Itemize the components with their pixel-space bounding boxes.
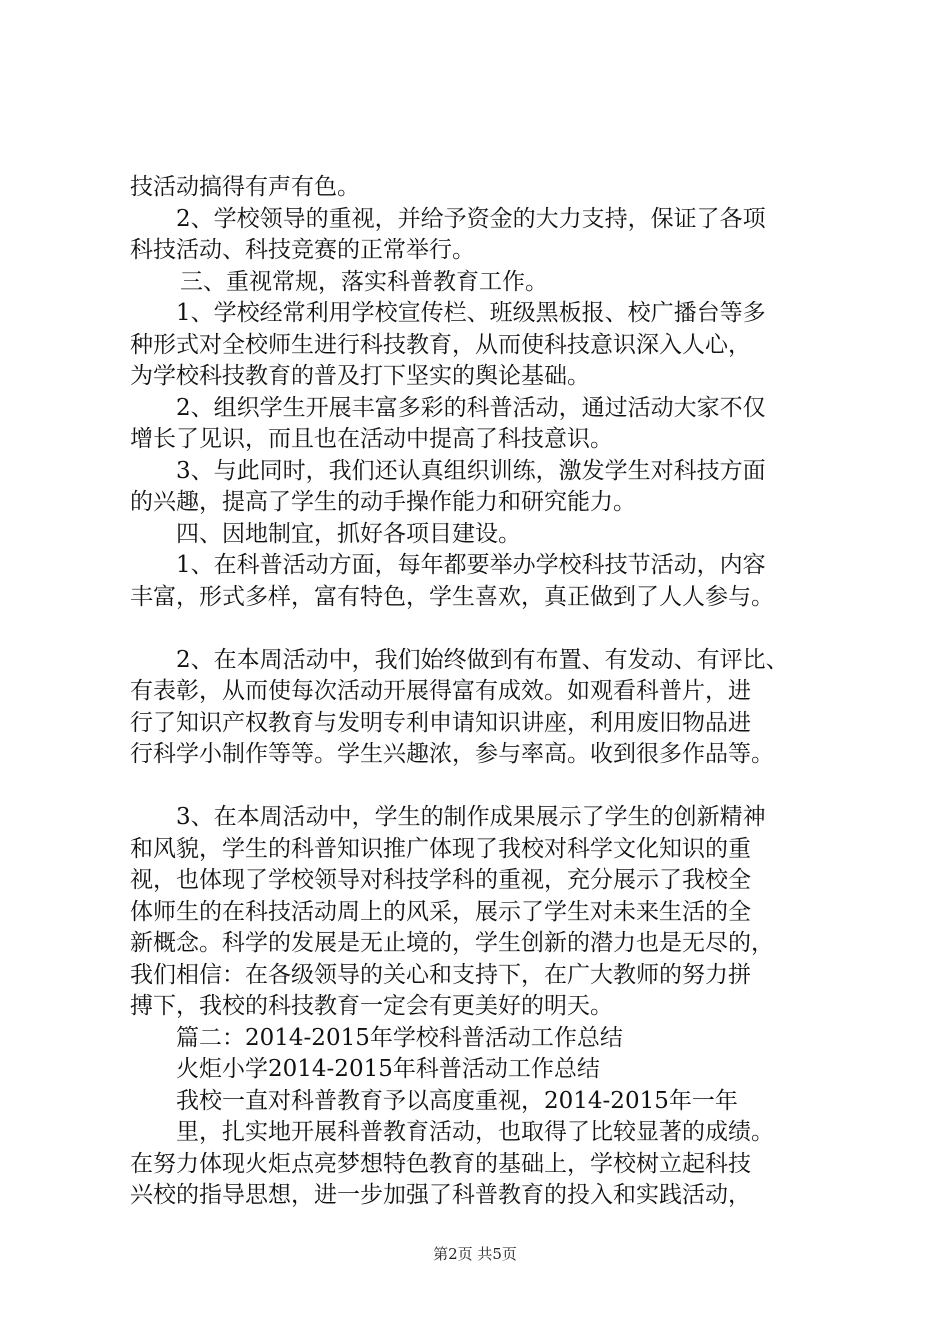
text-line: 种形式对全校师生进行科技教育，从而使科技意识深入人心，: [130, 331, 751, 358]
text-line: 兴校的指导思想，进一步加强了科普教育的投入和实践活动，: [130, 1182, 751, 1208]
article-subtitle: 火炬小学2014-2015年科普活动工作总结: [176, 1056, 600, 1082]
section-heading: 四、因地制宜，抓好各项目建设。: [176, 520, 521, 547]
text-line: 3、与此同时，我们还认真组织训练，激发学生对科技方面: [176, 457, 766, 484]
text-line: 和风貌，学生的科普知识推广体现了我校对科学文化知识的重: [130, 835, 751, 862]
text-line: 增长了见识，而且也在活动中提高了科技意识。: [130, 426, 613, 452]
text-line: 为学校科技教育的普及打下坚实的舆论基础。: [130, 363, 590, 389]
text-line: 视，也体现了学校领导对科技学科的重视，充分展示了我校全: [130, 867, 751, 893]
text-line: 行了知识产权教育与发明专利申请知识讲座，利用废旧物品进: [130, 709, 751, 736]
text-line: 技活动搞得有声有色。: [130, 174, 360, 200]
body-text: [130, 172, 860, 1212]
article-title: 篇二：2014-2015年学校科普活动工作总结: [176, 1024, 623, 1051]
paragraph-gap: [130, 771, 860, 803]
page-number-footer: 第2页 共5页: [433, 1245, 517, 1263]
text-line: 在努力体现火炬点亮梦想特色教育的基础上，学校树立起科技: [130, 1150, 751, 1177]
text-line: 丰富，形式多样，富有特色，学生喜欢，真正做到了人人参与。: [130, 583, 774, 610]
section-heading: 三、重视常规，落实科普教育工作。: [180, 268, 548, 295]
text-line: 3、在本周活动中，学生的制作成果展示了学生的创新精神: [176, 804, 766, 830]
text-line: 里，扎实地开展科普教育活动，也取得了比较显著的成绩。: [176, 1119, 774, 1145]
text-line: 我校一直对科普教育予以高度重视，2014-2015年一年: [176, 1087, 738, 1114]
text-line: 有表彰，从而使每次活动开展得富有成效。如观看科普片，进: [130, 678, 751, 704]
text-line: 2、学校领导的重视，并给予资金的大力支持，保证了各项: [176, 205, 766, 232]
text-line: 2、在本周活动中，我们始终做到有布置、有发动、有评比、: [176, 646, 789, 673]
text-line: 我们相信：在各级领导的关心和支持下，在广大教师的努力拼: [130, 961, 751, 988]
text-line: 行科学小制作等等。学生兴趣浓，参与率高。收到很多作品等。: [130, 741, 774, 767]
text-line: 新概念。科学的发展是无止境的，学生创新的潜力也是无尽的，: [130, 930, 774, 956]
text-line: 1、学校经常利用学校宣传栏、班级黑板报、校广播台等多: [176, 300, 766, 326]
text-line: 的兴趣，提高了学生的动手操作能力和研究能力。: [130, 489, 636, 515]
text-line: 搏下，我校的科技教育一定会有更美好的明天。: [130, 993, 613, 1019]
text-line: 科技活动、科技竞赛的正常举行。: [130, 237, 475, 263]
text-line: 2、组织学生开展丰富多彩的科普活动，通过活动大家不仅: [176, 394, 766, 421]
text-line: 1、在科普活动方面，每年都要举办学校科技节活动，内容: [176, 552, 766, 578]
text-line: 体师生的在科技活动周上的风采，展示了学生对未来生活的全: [130, 898, 751, 925]
paragraph-gap: [130, 613, 860, 645]
